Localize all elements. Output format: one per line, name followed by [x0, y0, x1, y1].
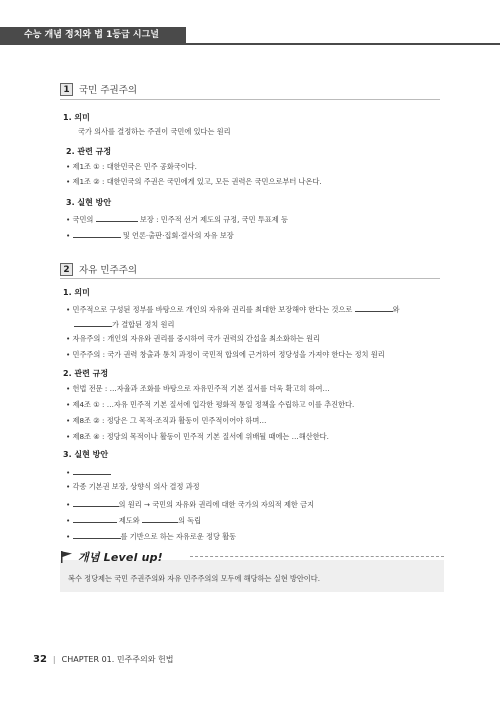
s1-plan-1-pre: • 국민의: [66, 215, 96, 224]
level-up-title: 개념 Level up!: [78, 551, 163, 564]
s1-rule-1: • 제1조 ① : 대한민국은 민주 공화국이다.: [66, 162, 197, 171]
fill-blank[interactable]: [96, 213, 138, 222]
s2-rule-3: • 제8조 ② : 정당은 그 목적·조직과 활동이 민주적이어야 하며…: [66, 416, 267, 425]
s2-plan-5-post: 를 기반으로 하는 자유로운 정당 활동: [120, 532, 237, 541]
fill-blank[interactable]: [73, 498, 119, 507]
page-number: 32: [33, 654, 47, 665]
header-rule: [0, 43, 500, 45]
fill-blank[interactable]: [355, 303, 393, 312]
fill-blank[interactable]: [73, 514, 117, 523]
page-footer: [33, 654, 173, 665]
s2-plan-3-pre: •: [66, 500, 73, 509]
chapter-label: CHAPTER 01. 민주주의와 헌법: [61, 655, 174, 664]
book-title: 수능 개념 정치와 법 1등급 시그널: [24, 30, 159, 40]
s2-rule-1: • 헌법 전문 : …자율과 조화를 바탕으로 자유민주적 기본 질서를 더욱 확고히 하여…: [66, 384, 330, 393]
s2-plan-4-post: 의 독립: [177, 516, 202, 525]
s2-plan-3-post: 의 원리 → 국민의 자유와 권리에 대한 국가의 자의적 제한 금지: [118, 500, 315, 509]
s2-plan-2: • 각종 기본권 보장, 상향식 의사 결정 과정: [66, 482, 200, 491]
book-title-bar: [0, 27, 186, 44]
s2-plan-4-mid: 제도와: [116, 516, 142, 525]
section-2-title: 자유 민주주의: [79, 265, 138, 276]
s1-plan-2: [66, 229, 234, 241]
fill-blank[interactable]: [74, 318, 112, 327]
section-1-number: 1: [60, 83, 73, 96]
s2-plan-3: [66, 498, 314, 510]
s2-plan-5-pre: •: [66, 532, 73, 541]
s2-plan-1: [66, 466, 111, 477]
s1-rule-2: • 제1조 ② : 대한민국의 주권은 국민에게 있고, 모든 권력은 국민으로부터 나온다.: [66, 177, 322, 186]
s2-meaning-2: • 자유주의 : 개인의 자유와 권리를 중시하여 국가 권력의 간섭을 최소화하는 원리: [66, 334, 320, 343]
level-up-heading: [60, 549, 163, 565]
section-2-rule: [60, 278, 440, 279]
s2-plan-4: [66, 514, 201, 526]
s2-plan-5: [66, 530, 236, 542]
s2-meaning-1b: [74, 318, 174, 330]
s2-rules-heading: 2. 관련 규정: [63, 369, 109, 378]
s2-rule-4: • 제8조 ④ : 정당의 목적이나 활동이 민주적 기본 질서에 위배될 때에는 …해산한다.: [66, 432, 329, 441]
s1-plan-heading: 3. 실현 방안: [66, 198, 112, 207]
s2-plan-heading: 3. 실현 방안: [63, 450, 109, 459]
s2-meaning-heading: 1. 의미: [63, 288, 90, 297]
s1-meaning-heading: 1. 의미: [63, 113, 90, 122]
s1-plan-2-post: 및 언론·출판·집회·결사의 자유 보장: [120, 231, 234, 240]
s2-meaning-1a: [66, 303, 400, 315]
fill-blank[interactable]: [73, 229, 121, 238]
footer-separator: |: [52, 655, 56, 664]
s2-meaning-1a-pre: • 민주적으로 구성된 정부를 바탕으로 개인의 자유와 권리를 최대한 보장해야 한다는 것으로: [66, 305, 355, 314]
flag-icon: [60, 550, 74, 564]
section-1-title: 국민 주권주의: [79, 85, 138, 96]
s2-meaning-3: • 민주주의 : 국가 권력 창출과 통치 과정이 국민적 합의에 근거하여 정당성을 가져야 한다는 정치 원리: [66, 350, 385, 359]
section-1-rule: [60, 99, 440, 100]
s2-plan-4-pre: •: [66, 516, 73, 525]
s2-meaning-1b-post: 가 결합된 정치 원리: [112, 320, 175, 329]
fill-blank[interactable]: [142, 514, 178, 523]
s2-rule-2: • 제4조 ① : …자유 민주적 기본 질서에 입각한 평화적 통일 정책을 수립하고 이를 추진한다.: [66, 400, 355, 409]
section-2-heading: [60, 262, 137, 276]
level-up-text: 복수 정당제는 국민 주권주의와 자유 민주주의의 모두에 해당하는 실현 방안이다.: [68, 574, 320, 583]
s1-plan-1-post: 보장 : 민주적 선거 제도의 규정, 국민 투표제 등: [137, 215, 288, 224]
section-2-number: 2: [60, 263, 73, 276]
section-1-heading: [60, 82, 137, 96]
s2-meaning-1a-post: 와: [392, 305, 400, 314]
s1-plan-1: [66, 213, 288, 225]
s1-rules-heading: 2. 관련 규정: [66, 147, 112, 156]
s2-plan-1-pre: •: [66, 468, 73, 477]
level-up-divider: [190, 556, 444, 557]
s1-plan-2-pre: •: [66, 231, 73, 240]
fill-blank[interactable]: [73, 466, 111, 475]
s1-meaning-text: 국가 의사를 결정하는 주권이 국민에 있다는 원리: [78, 127, 231, 136]
fill-blank[interactable]: [73, 530, 121, 539]
